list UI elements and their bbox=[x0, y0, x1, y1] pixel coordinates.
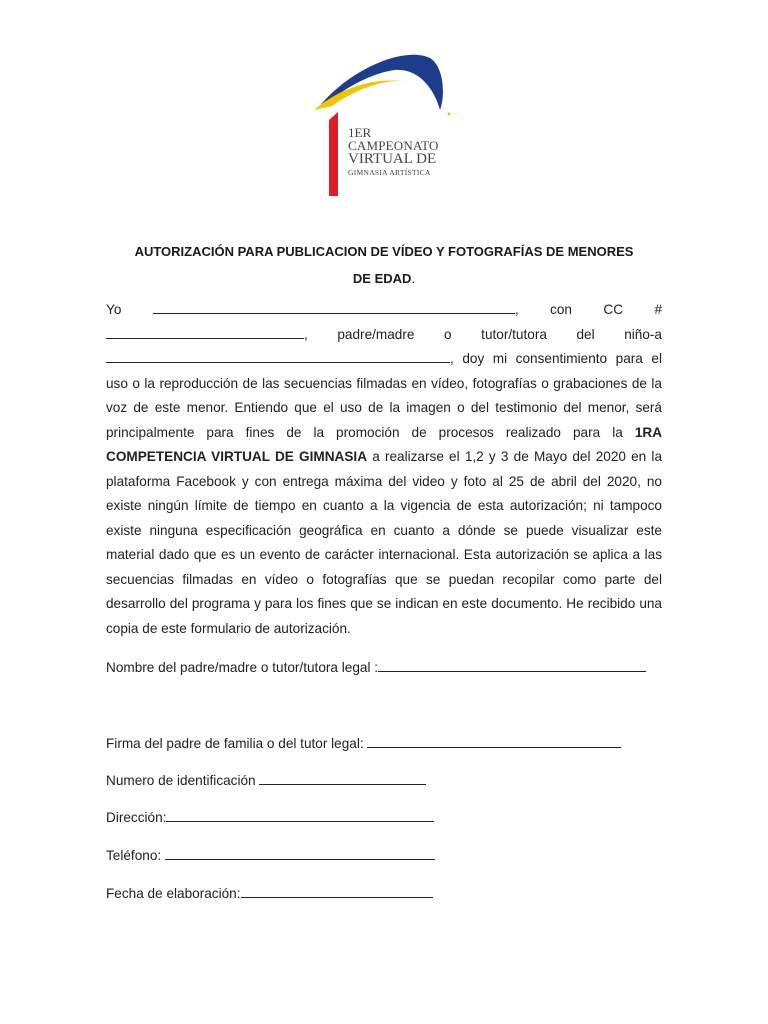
title-line1: AUTORIZACIÓN PARA PUBLICACION DE VÍDEO Y FOTOGRAFÍAS DE MENORES bbox=[134, 244, 634, 259]
field-blank bbox=[378, 658, 646, 672]
document-title bbox=[106, 238, 662, 292]
field-blank bbox=[241, 884, 433, 898]
field-id-number bbox=[106, 771, 426, 788]
field-label: Teléfono: bbox=[106, 848, 165, 863]
field-label: Fecha de elaboración: bbox=[106, 886, 241, 901]
field-label: Dirección: bbox=[106, 810, 167, 825]
field-blank bbox=[367, 734, 621, 748]
field-label: Numero de identificación bbox=[106, 773, 260, 788]
name-blank bbox=[153, 300, 515, 314]
field-phone bbox=[106, 846, 435, 863]
field-blank bbox=[165, 846, 435, 860]
event-name: 1RA COMPETENCIA VIRTUAL DE GIMNASIA bbox=[106, 424, 663, 464]
title-line2: DE EDAD bbox=[352, 271, 412, 286]
consent-rest: a realizarse el 1,2 y 3 de Mayo del 2020 en la plataforma Facebook y con entrega máxima del video y foto al 25 de abril del 2020, no existe ningún límite de tiempo en cuanto a la vigencia de esta autorización; ni tampoco existe ninguna especificación geográfica en cuanto a dónde se puede visualizar este material dado que es un evento de carácter internacional. Esta autorización se aplica a las secuencias filmadas en vídeo o fotografías que se puedan recopilar como parte del desarrollo del programa y para los fines que se indican en este documento. He recibido una copia de este formulario de autorización. bbox=[106, 449, 663, 636]
logo-roof-yellow-arc bbox=[314, 80, 410, 110]
logo-text-line3: VIRTUAL DE bbox=[348, 151, 437, 167]
consent-paragraph bbox=[106, 298, 662, 641]
title-period: . bbox=[411, 271, 416, 286]
campeonato-logo bbox=[310, 48, 460, 203]
field-address bbox=[106, 808, 434, 825]
yo-label: Yo bbox=[106, 302, 122, 317]
cc-label: , con CC # bbox=[514, 302, 663, 317]
field-label: Firma del padre de familia o del tutor legal: bbox=[106, 736, 368, 751]
logo-text-line2: CAMPEONATO bbox=[348, 138, 439, 153]
field-blank bbox=[259, 771, 426, 785]
field-blank bbox=[166, 808, 434, 822]
field-parent-name bbox=[106, 658, 646, 675]
logo-text-line4: GIMNASIA ARTÍSTICA bbox=[348, 168, 431, 177]
child-name-blank bbox=[106, 349, 450, 363]
logo-text bbox=[348, 126, 439, 177]
logo-text-line1: 1ER bbox=[348, 125, 372, 140]
field-date bbox=[106, 884, 433, 901]
field-signature bbox=[106, 734, 621, 751]
cc-blank bbox=[106, 325, 304, 339]
consent-text: , doy mi consentimiento para el uso o la reproducción de las secuencias filmadas en vídeo, fotografías o grabaciones de la voz de este menor. Entiendo que el uso de la imagen o del testimonio del menor, será principalmente para fines de la promoción de procesos realizado para la bbox=[106, 351, 662, 440]
field-label: Nombre del padre/madre o tutor/tutora legal : bbox=[106, 660, 379, 675]
padre-madre-label: , padre/madre o tutor/tutora del niño-a bbox=[304, 326, 662, 342]
logo-pillar-red bbox=[329, 112, 338, 196]
